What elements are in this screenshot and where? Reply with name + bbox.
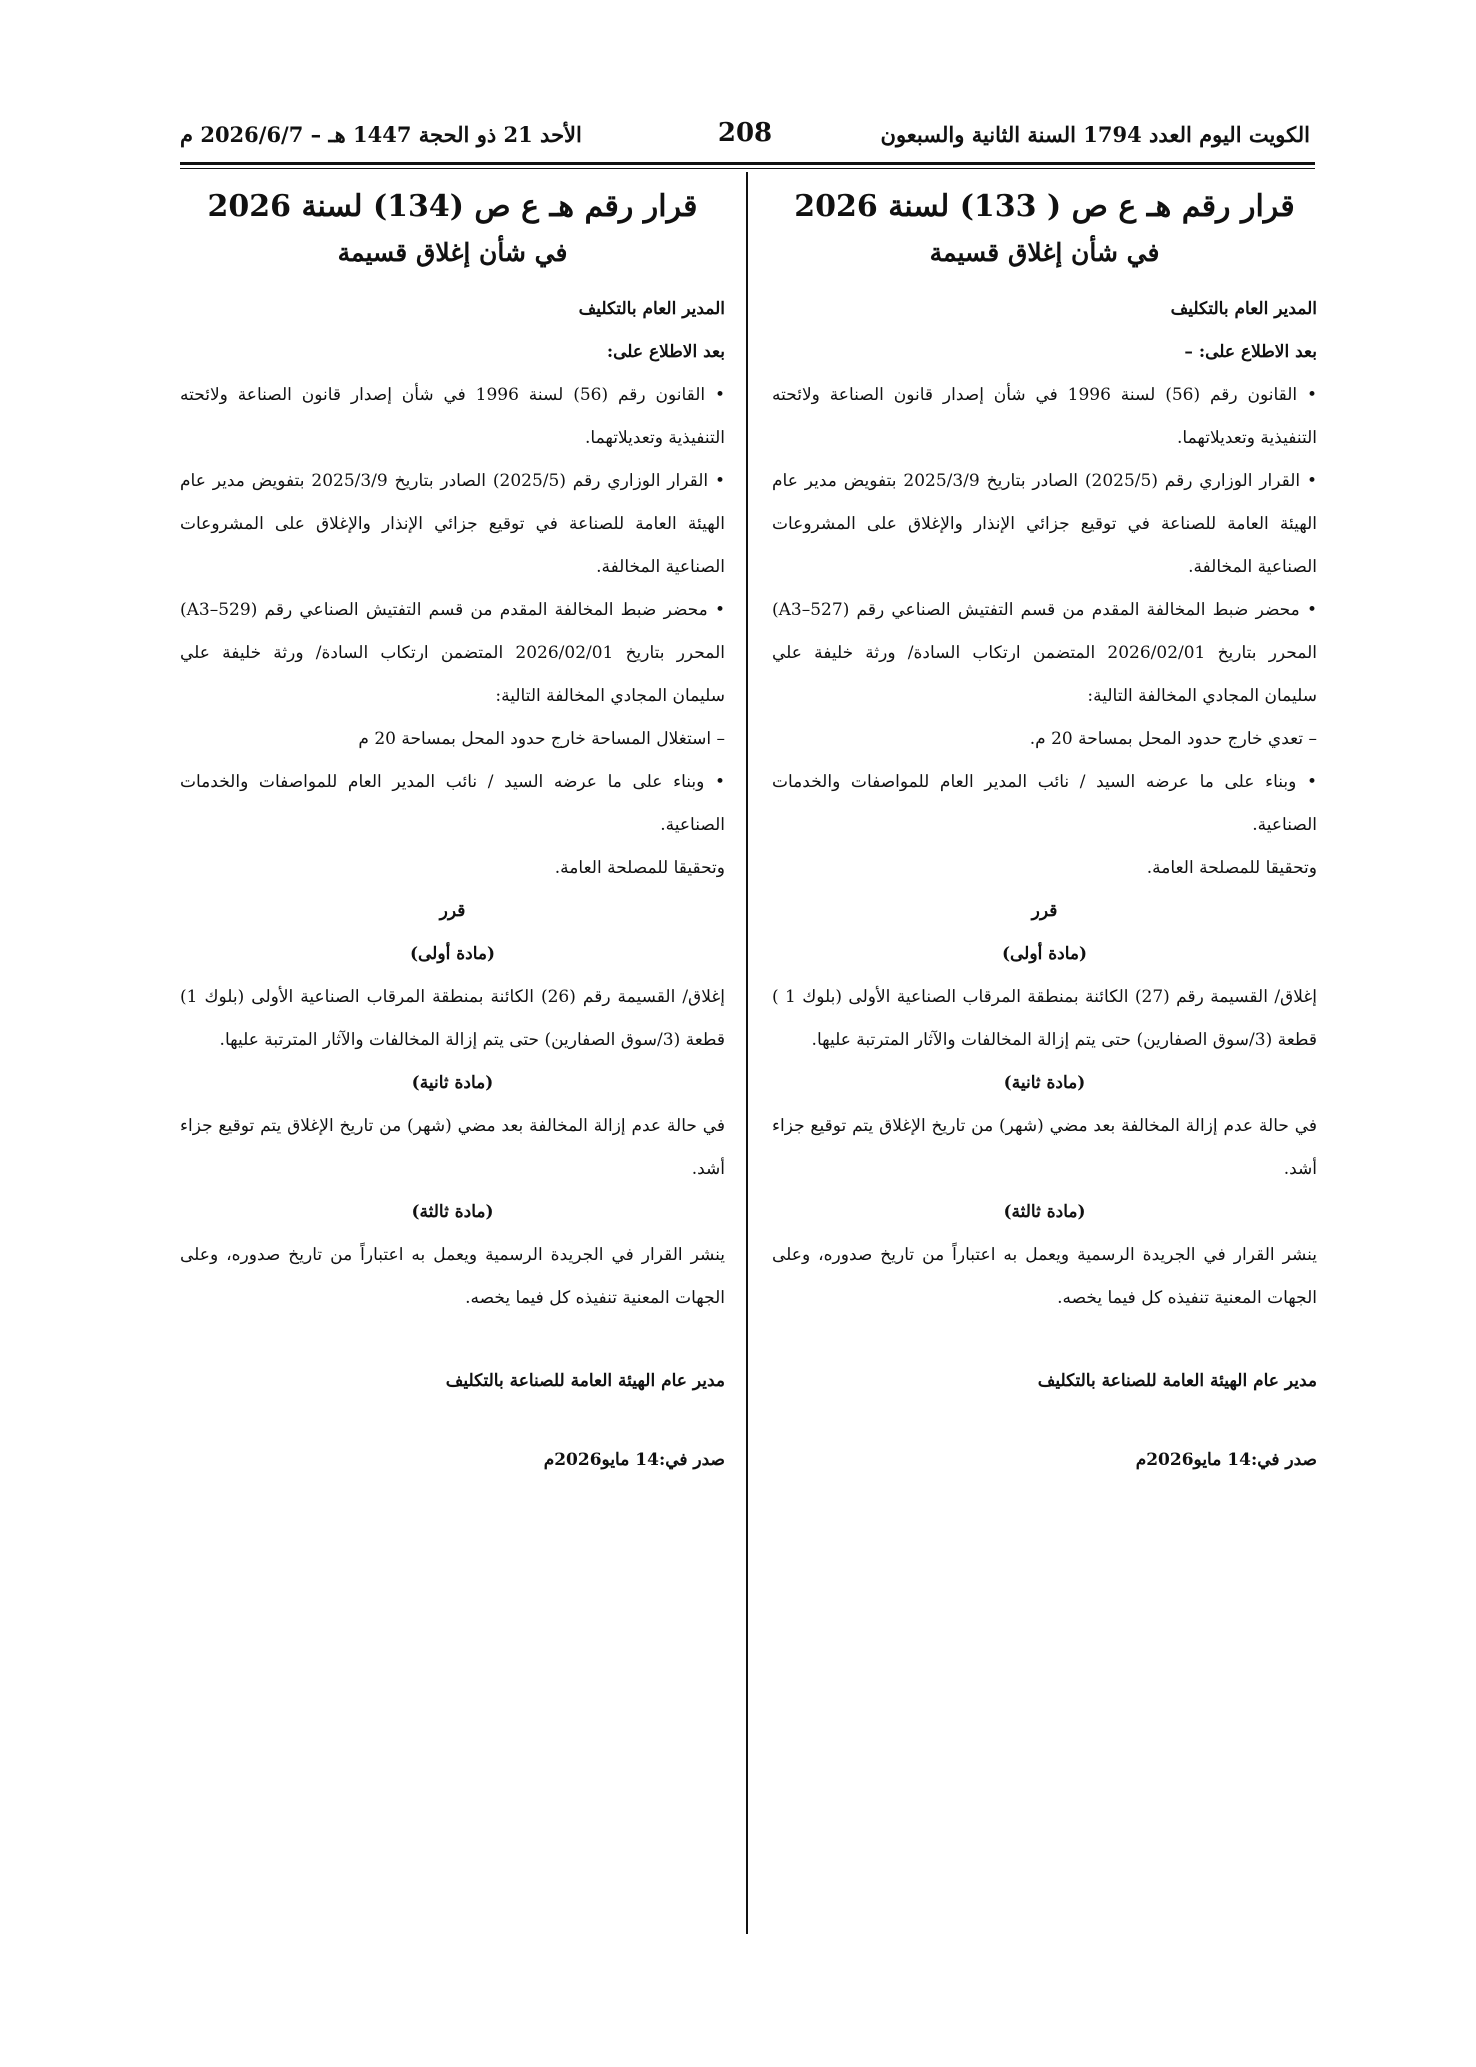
article-1-heading: (مادة أولى) <box>409 944 496 964</box>
recital-law: • القانون رقم (56) لسنة 1996 في شأن إصدار قانون الصناعة ولائحته التنفيذية وتعديلاتهما. <box>180 385 726 448</box>
public-interest-line: وتحقيقا للمصلحة العامة. <box>1146 858 1317 878</box>
article-2-text: في حالة عدم إزالة المخالفة بعد مضي (شهر) من تاريخ الإغلاق يتم توقيع جزاء أشد. <box>180 1116 725 1179</box>
decision-title: قرار رقم هـ ع ص ( 133) لسنة 2026 <box>794 189 1295 224</box>
article-3-heading: (مادة ثالثة) <box>1003 1202 1086 1222</box>
column-divider <box>746 172 748 1934</box>
recital-ministerial-decision: • القرار الوزاري رقم (2025/5) الصادر بتاريخ 2025/3/9 بتفويض مدير عام الهيئة العامة للصناعة في توقيع جزائي الإنذار والإغلاق على المشروعات الصناعية المخالفة. <box>180 471 725 577</box>
signature-line: مدير عام الهيئة العامة للصناعة بالتكليف <box>1037 1371 1317 1391</box>
authority-line: المدير العام بالتكليف <box>578 299 725 319</box>
decision-title: قرار رقم هـ ع ص (134) لسنة 2026 <box>207 189 698 224</box>
article-2-heading: (مادة ثانية) <box>1003 1073 1086 1093</box>
header-rule-thick <box>180 162 1315 165</box>
article-3-heading: (مادة ثالثة) <box>411 1202 494 1222</box>
page-number: 208 <box>717 118 773 148</box>
decided-heading: قرر <box>439 901 466 921</box>
article-1-heading: (مادة أولى) <box>1001 944 1088 964</box>
gazette-issue-info: الكويت اليوم العدد 1794 السنة الثانية والسبعون <box>880 122 1310 147</box>
decision-134-column <box>180 182 725 1482</box>
article-1-text: إغلاق/ القسيمة رقم (27) الكائنة بمنطقة المرقاب الصناعية الأولى (بلوك 1 ) قطعة (3/سوق الصفارين) حتى يتم إزالة المخالفات والآثار المترتبة عليها. <box>772 987 1317 1050</box>
violation-item: – تعدي خارج حدود المحل بمساحة 20 م. <box>1029 729 1317 749</box>
decision-subtitle: في شأن إغلاق قسيمة <box>929 238 1160 267</box>
recital-presentation: • وبناء على ما عرضه السيد / نائب المدير العام للمواصفات والخدمات الصناعية. <box>772 772 1317 835</box>
recital-presentation: • وبناء على ما عرضه السيد / نائب المدير العام للمواصفات والخدمات الصناعية. <box>180 772 725 835</box>
after-review-line: بعد الاطلاع على: – <box>1184 342 1317 362</box>
article-3-text: ينشر القرار في الجريدة الرسمية ويعمل به اعتباراً من تاريخ صدوره، وعلى الجهات المعنية تنفيذه كل فيما يخصه. <box>180 1245 725 1308</box>
decision-133-column <box>772 182 1317 1482</box>
page-header <box>180 118 1310 158</box>
public-interest-line: وتحقيقا للمصلحة العامة. <box>554 858 725 878</box>
decision-subtitle: في شأن إغلاق قسيمة <box>337 238 568 267</box>
recital-violation-report: • محضر ضبط المخالفة المقدم من قسم التفتيش الصناعي رقم (A3–527) المحرر بتاريخ 2026/02/01 المتضمن ارتكاب السادة/ ورثة خليفة علي سليمان المجادي المخالفة التالية: <box>772 600 1318 706</box>
violation-item: – استغلال المساحة خارج حدود المحل بمساحة 20 م <box>358 729 725 749</box>
article-3-text: ينشر القرار في الجريدة الرسمية ويعمل به اعتباراً من تاريخ صدوره، وعلى الجهات المعنية تنفيذه كل فيما يخصه. <box>772 1245 1317 1308</box>
article-2-heading: (مادة ثانية) <box>411 1073 494 1093</box>
article-2-text: في حالة عدم إزالة المخالفة بعد مضي (شهر) من تاريخ الإغلاق يتم توقيع جزاء أشد. <box>772 1116 1317 1179</box>
article-1-text: إغلاق/ القسيمة رقم (26) الكائنة بمنطقة المرقاب الصناعية الأولى (بلوك 1) قطعة (3/سوق الصفارين) حتى يتم إزالة المخالفات والآثار المترتبة عليها. <box>180 987 725 1050</box>
decided-heading: قرر <box>1031 901 1058 921</box>
issue-date-line: صدر في:14 مايو2026م <box>543 1450 725 1470</box>
recital-law: • القانون رقم (56) لسنة 1996 في شأن إصدار قانون الصناعة ولائحته التنفيذية وتعديلاتهما. <box>772 385 1318 448</box>
header-rule-thin <box>180 168 1315 169</box>
authority-line: المدير العام بالتكليف <box>1170 299 1317 319</box>
issue-date-line: صدر في:14 مايو2026م <box>1135 1450 1317 1470</box>
issue-date: الأحد 21 ذو الحجة 1447 هـ – 2026/6/7 م <box>180 122 582 147</box>
signature-line: مدير عام الهيئة العامة للصناعة بالتكليف <box>445 1371 725 1391</box>
recital-violation-report: • محضر ضبط المخالفة المقدم من قسم التفتيش الصناعي رقم (A3–529) المحرر بتاريخ 2026/02/01 المتضمن ارتكاب السادة/ ورثة خليفة علي سليمان المجادي المخالفة التالية: <box>180 600 726 706</box>
recital-ministerial-decision: • القرار الوزاري رقم (2025/5) الصادر بتاريخ 2025/3/9 بتفويض مدير عام الهيئة العامة للصناعة في توقيع جزائي الإنذار والإغلاق على المشروعات الصناعية المخالفة. <box>772 471 1317 577</box>
after-review-line: بعد الاطلاع على: <box>606 342 725 362</box>
